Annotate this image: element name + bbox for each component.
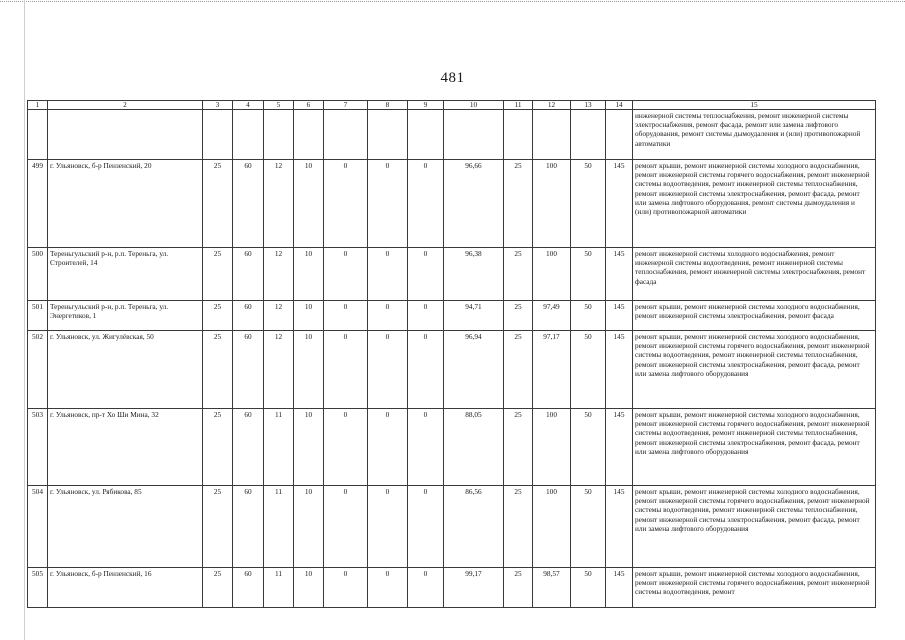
cell-col-6: 10 — [294, 568, 324, 608]
cell-col-7: 0 — [324, 409, 368, 486]
cell-col-9: 0 — [408, 409, 444, 486]
cell-col-3: 25 — [203, 409, 233, 486]
cell-col-9: 0 — [408, 331, 444, 409]
cell-col-6: 10 — [294, 160, 324, 248]
cell-col-8: 0 — [368, 409, 408, 486]
cell-col-8: 0 — [368, 568, 408, 608]
cell-col-5: 12 — [264, 331, 294, 409]
row-number-cell — [28, 110, 48, 160]
cell-col-9 — [408, 110, 444, 160]
works-list-cell: ремонт крыши, ремонт инженерной системы холодного водоснабжения, ремонт инженерной системы горячего водоснабжения, ремонт инженерной системы водоотведения, ремонт инженерной системы теплоснабжения, ремонт инженерной системы электроснабжения, ремонт фасада, ремонт или замена лифтового оборудования — [633, 409, 876, 486]
table-row — [28, 409, 876, 486]
address-cell: г. Ульяновск, ул. Рябикова, 85 — [48, 486, 203, 568]
table-body — [28, 110, 876, 608]
cell-col-7: 0 — [324, 160, 368, 248]
cell-col-8: 0 — [368, 486, 408, 568]
cell-col-4: 60 — [233, 486, 264, 568]
cell-col-12 — [533, 110, 571, 160]
column-header-14: 14 — [606, 101, 633, 110]
table-row — [28, 568, 876, 608]
column-header-1: 1 — [28, 101, 48, 110]
cell-col-4: 60 — [233, 568, 264, 608]
registry-table — [27, 100, 876, 608]
address-cell: г. Ульяновск, б-р Пензенский, 16 — [48, 568, 203, 608]
cell-col-5: 12 — [264, 301, 294, 331]
address-cell: г. Ульяновск, ул. Жигулёвская, 50 — [48, 331, 203, 409]
cell-col-9: 0 — [408, 486, 444, 568]
table-row — [28, 110, 876, 160]
column-header-4: 4 — [233, 101, 264, 110]
table-row — [28, 301, 876, 331]
column-number-row — [28, 101, 876, 110]
cell-col-8: 0 — [368, 160, 408, 248]
row-number-cell: 505 — [28, 568, 48, 608]
cell-col-14: 145 — [606, 301, 633, 331]
cell-col-12: 97,49 — [533, 301, 571, 331]
scan-edge-left — [24, 0, 25, 640]
column-header-15: 15 — [633, 101, 876, 110]
cell-col-10: 96,94 — [444, 331, 504, 409]
cell-col-6: 10 — [294, 409, 324, 486]
works-list-cell: ремонт инженерной системы холодного водоснабжения, ремонт инженерной системы водоотведения, ремонт инженерной системы теплоснабжения, ремонт инженерной системы электроснабжения, ремонт фасада — [633, 248, 876, 301]
cell-col-12: 97,17 — [533, 331, 571, 409]
cell-col-4: 60 — [233, 409, 264, 486]
table-row — [28, 160, 876, 248]
works-list-cell: инженерной системы теплоснабжения, ремонт инженерной системы электроснабжения, ремонт фасада, ремонт или замена лифтового оборудования, ремонт системы дымоудаления и (или) противопожарной автоматики — [633, 110, 876, 160]
address-cell: Тереньгульский р-н, р.п. Тереньга, ул. Энергетиков, 1 — [48, 301, 203, 331]
cell-col-11: 25 — [504, 331, 533, 409]
cell-col-14: 145 — [606, 248, 633, 301]
address-cell: г. Ульяновск, пр-т Хо Ши Мина, 32 — [48, 409, 203, 486]
cell-col-6: 10 — [294, 248, 324, 301]
column-header-13: 13 — [571, 101, 606, 110]
cell-col-13: 50 — [571, 248, 606, 301]
cell-col-14 — [606, 110, 633, 160]
column-header-12: 12 — [533, 101, 571, 110]
cell-col-7: 0 — [324, 248, 368, 301]
column-header-5: 5 — [264, 101, 294, 110]
cell-col-11: 25 — [504, 568, 533, 608]
row-number-cell: 502 — [28, 331, 48, 409]
column-header-3: 3 — [203, 101, 233, 110]
column-header-6: 6 — [294, 101, 324, 110]
cell-col-6 — [294, 110, 324, 160]
row-number-cell: 499 — [28, 160, 48, 248]
cell-col-8: 0 — [368, 331, 408, 409]
cell-col-7 — [324, 110, 368, 160]
works-list-cell: ремонт крыши, ремонт инженерной системы холодного водоснабжения, ремонт инженерной системы горячего водоснабжения, ремонт инженерной системы водоотведения, ремонт инженерной системы теплоснабжения, ремонт инженерной системы электроснабжения, ремонт фасада, ремонт или замена лифтового оборудования — [633, 486, 876, 568]
cell-col-12: 100 — [533, 248, 571, 301]
cell-col-3: 25 — [203, 301, 233, 331]
address-cell: г. Ульяновск, б-р Пензенский, 20 — [48, 160, 203, 248]
cell-col-6: 10 — [294, 331, 324, 409]
column-header-7: 7 — [324, 101, 368, 110]
works-list-cell: ремонт крыши, ремонт инженерной системы холодного водоснабжения, ремонт инженерной системы горячего водоснабжения, ремонт инженерной системы водоотведения, ремонт — [633, 568, 876, 608]
cell-col-5: 11 — [264, 486, 294, 568]
column-header-10: 10 — [444, 101, 504, 110]
cell-col-14: 145 — [606, 160, 633, 248]
cell-col-14: 145 — [606, 409, 633, 486]
scan-edge-top — [0, 1, 905, 3]
cell-col-11 — [504, 110, 533, 160]
cell-col-12: 100 — [533, 160, 571, 248]
cell-col-6: 10 — [294, 486, 324, 568]
cell-col-12: 98,57 — [533, 568, 571, 608]
cell-col-8: 0 — [368, 248, 408, 301]
cell-col-5: 11 — [264, 568, 294, 608]
cell-col-3: 25 — [203, 248, 233, 301]
cell-col-9: 0 — [408, 248, 444, 301]
cell-col-11: 25 — [504, 301, 533, 331]
cell-col-4 — [233, 110, 264, 160]
cell-col-11: 25 — [504, 160, 533, 248]
cell-col-8: 0 — [368, 301, 408, 331]
cell-col-12: 100 — [533, 486, 571, 568]
column-header-8: 8 — [368, 101, 408, 110]
cell-col-3: 25 — [203, 568, 233, 608]
cell-col-13: 50 — [571, 409, 606, 486]
cell-col-10: 96,38 — [444, 248, 504, 301]
cell-col-4: 60 — [233, 248, 264, 301]
column-header-9: 9 — [408, 101, 444, 110]
cell-col-9: 0 — [408, 160, 444, 248]
works-list-cell: ремонт крыши, ремонт инженерной системы холодного водоснабжения, ремонт инженерной системы горячего водоснабжения, ремонт инженерной системы водоотведения, ремонт инженерной системы теплоснабжения, ремонт инженерной системы электроснабжения, ремонт фасада, ремонт или замена лифтового оборудования, ремонт системы дымоудаления и (или) противопожарной автоматики — [633, 160, 876, 248]
cell-col-14: 145 — [606, 568, 633, 608]
cell-col-9: 0 — [408, 301, 444, 331]
cell-col-14: 145 — [606, 486, 633, 568]
cell-col-4: 60 — [233, 301, 264, 331]
cell-col-13: 50 — [571, 331, 606, 409]
cell-col-10: 86,56 — [444, 486, 504, 568]
page-number: 481 — [440, 70, 465, 86]
cell-col-3: 25 — [203, 331, 233, 409]
cell-col-10: 96,66 — [444, 160, 504, 248]
works-list-cell: ремонт крыши, ремонт инженерной системы холодного водоснабжения, ремонт инженерной системы горячего водоснабжения, ремонт инженерной системы водоотведения, ремонт инженерной системы теплоснабжения, ремонт инженерной системы электроснабжения, ремонт фасада, ремонт или замена лифтового оборудования — [633, 331, 876, 409]
cell-col-11: 25 — [504, 248, 533, 301]
cell-col-13: 50 — [571, 486, 606, 568]
address-cell: Тереньгульский р-н, р.п. Тереньга, ул. Строителей, 14 — [48, 248, 203, 301]
cell-col-3 — [203, 110, 233, 160]
cell-col-4: 60 — [233, 331, 264, 409]
cell-col-9: 0 — [408, 568, 444, 608]
cell-col-13: 50 — [571, 160, 606, 248]
cell-col-3: 25 — [203, 486, 233, 568]
table-row — [28, 248, 876, 301]
cell-col-7: 0 — [324, 331, 368, 409]
cell-col-6: 10 — [294, 301, 324, 331]
cell-col-11: 25 — [504, 486, 533, 568]
column-header-11: 11 — [504, 101, 533, 110]
cell-col-3: 25 — [203, 160, 233, 248]
cell-col-13 — [571, 110, 606, 160]
table-row — [28, 331, 876, 409]
cell-col-13: 50 — [571, 568, 606, 608]
cell-col-11: 25 — [504, 409, 533, 486]
column-header-2: 2 — [48, 101, 203, 110]
cell-col-10 — [444, 110, 504, 160]
address-cell — [48, 110, 203, 160]
cell-col-7: 0 — [324, 301, 368, 331]
cell-col-12: 100 — [533, 409, 571, 486]
cell-col-10: 88,05 — [444, 409, 504, 486]
cell-col-7: 0 — [324, 486, 368, 568]
row-number-cell: 501 — [28, 301, 48, 331]
cell-col-5 — [264, 110, 294, 160]
table-row — [28, 486, 876, 568]
cell-col-4: 60 — [233, 160, 264, 248]
cell-col-5: 12 — [264, 248, 294, 301]
cell-col-8 — [368, 110, 408, 160]
row-number-cell: 503 — [28, 409, 48, 486]
cell-col-7: 0 — [324, 568, 368, 608]
works-list-cell: ремонт крыши, ремонт инженерной системы холодного водоснабжения, ремонт инженерной системы электроснабжения, ремонт фасада — [633, 301, 876, 331]
cell-col-5: 12 — [264, 160, 294, 248]
row-number-cell: 504 — [28, 486, 48, 568]
cell-col-10: 99,17 — [444, 568, 504, 608]
row-number-cell: 500 — [28, 248, 48, 301]
cell-col-14: 145 — [606, 331, 633, 409]
cell-col-10: 94,71 — [444, 301, 504, 331]
cell-col-13: 50 — [571, 301, 606, 331]
cell-col-5: 11 — [264, 409, 294, 486]
